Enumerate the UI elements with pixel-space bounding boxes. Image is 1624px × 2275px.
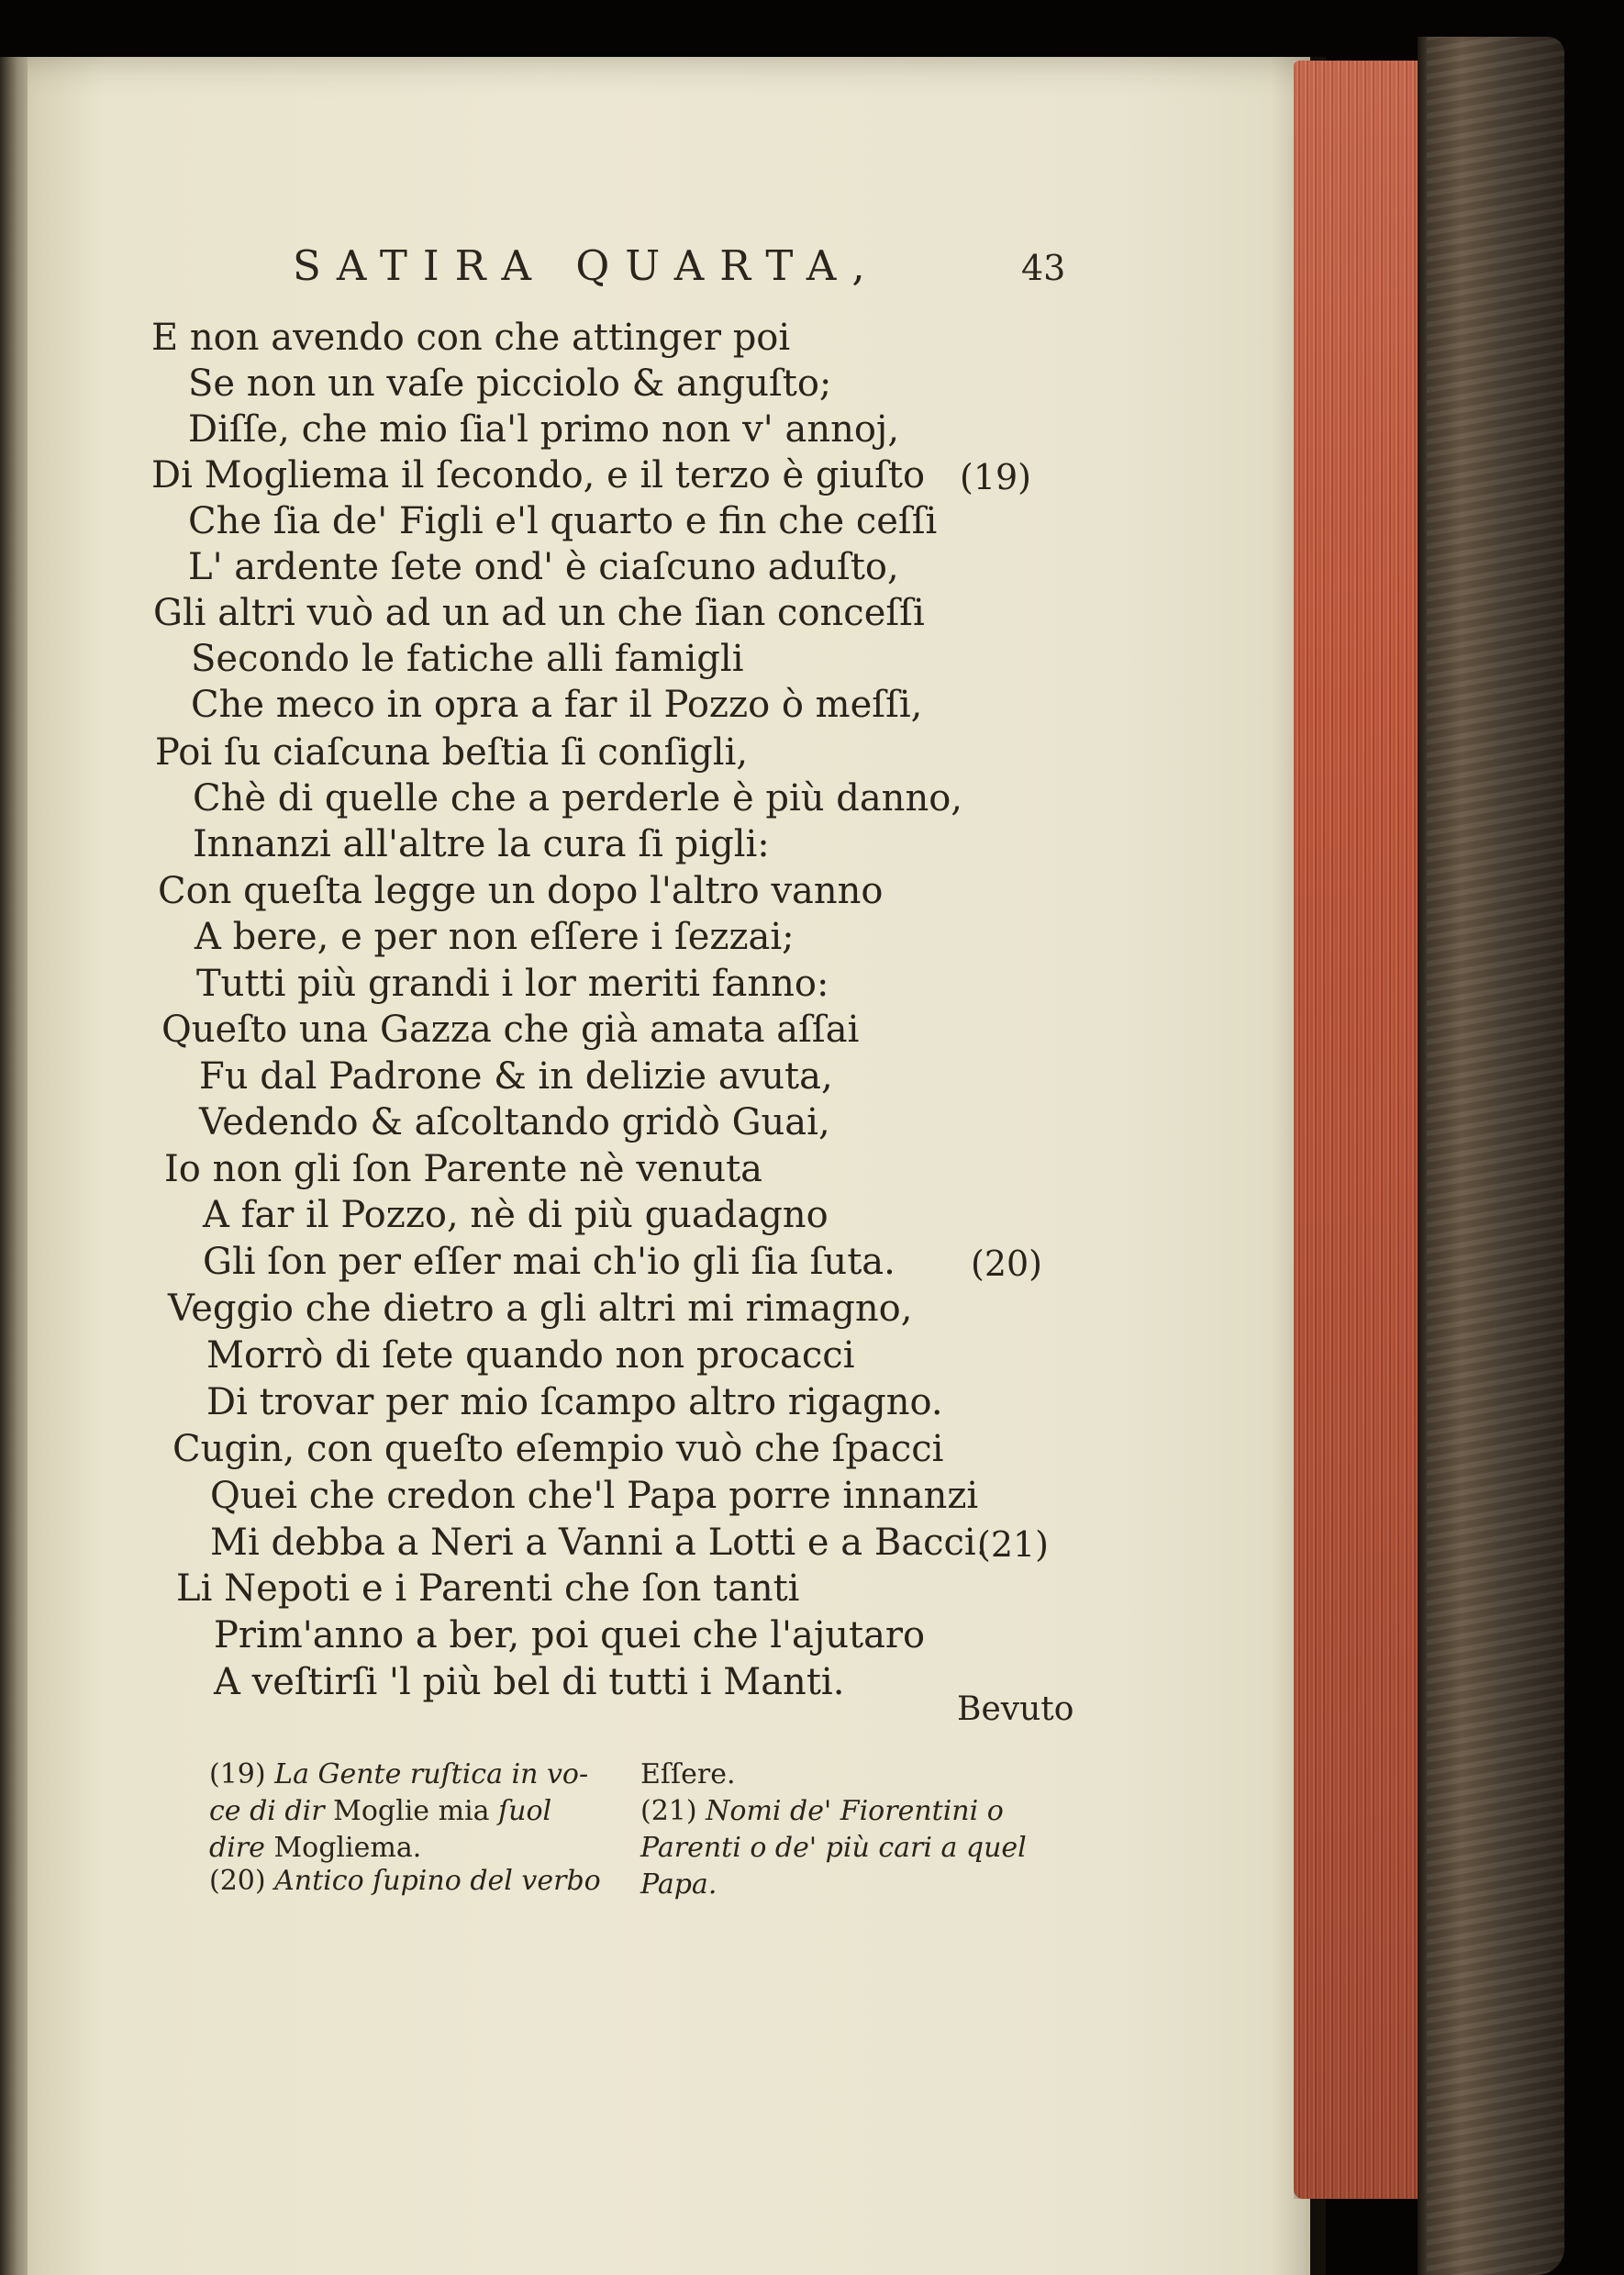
verse-line-14: A bere, e per non eſſere i ſezzai; bbox=[195, 916, 795, 958]
verse-line-13: Con queſta legge un dopo l'altro vanno bbox=[158, 870, 884, 912]
red-page-edges bbox=[1294, 61, 1418, 2199]
verse-line-10: Poi ſu ciaſcuna beſtia ſi conſigli, bbox=[155, 731, 749, 774]
verse-line-18: Vedendo & aſcoltando gridò Guai, bbox=[199, 1101, 830, 1143]
note-marker-19: (19) bbox=[960, 457, 1032, 497]
footnote-19-italic: La Gente ruſtica in vo-ce di dir bbox=[209, 1758, 589, 1827]
left-page-edge bbox=[0, 57, 31, 2275]
verse-line-27: Mi debba a Neri a Vanni a Lotti e a Bacci. bbox=[210, 1522, 988, 1564]
verse-line-21: Gli ſon per eſſer mai ch'io gli ſia ſuta. bbox=[203, 1241, 895, 1283]
verse-line-30: A veſtirſi 'l più bel di tutti i Manti. bbox=[214, 1661, 845, 1703]
footnote-20 bbox=[209, 1863, 613, 1900]
verse-line-15: Tutti più grandi i lor meriti fanno: bbox=[196, 963, 829, 1005]
running-head: SATIRA QUARTA, bbox=[293, 241, 881, 290]
verse-line-29: Prim'anno a ber, poi quei che l'ajutaro bbox=[214, 1614, 926, 1656]
marbled-cover-board bbox=[1418, 37, 1564, 2275]
verse-line-1: E non avendo con che attinger poi bbox=[151, 317, 791, 359]
verse-line-17: Fu dal Padrone & in delizie avuta, bbox=[199, 1055, 833, 1098]
footnote-19-text: Moglie mia bbox=[333, 1795, 490, 1827]
catchword: Bevuto bbox=[957, 1690, 1074, 1728]
verse-line-26: Quei che credon che'l Papa porre innanzi bbox=[210, 1475, 979, 1517]
footnote-21-italic: Nomi de' Fiorentini o Parenti o de' più cari a quel Papa. bbox=[640, 1795, 1027, 1901]
footnote-21-number: (21) bbox=[640, 1795, 697, 1827]
verse-line-2: Se non un vaſe picciolo & anguſto; bbox=[188, 362, 832, 405]
verse-line-24: Di trovar per mio ſcampo altro rigagno. bbox=[206, 1381, 943, 1423]
footnote-20-number: (20) bbox=[209, 1865, 266, 1897]
verse-line-22: Veggio che dietro a gli altri mi rimagno, bbox=[168, 1288, 913, 1330]
page-number: 43 bbox=[1021, 248, 1066, 288]
verse-line-20: A far il Pozzo, nè di più guadagno bbox=[203, 1194, 829, 1236]
verse-line-25: Cugin, con queſto eſempio vuò che ſpacci bbox=[172, 1428, 944, 1470]
footnote-19-end: Mogliema. bbox=[273, 1832, 422, 1864]
footnote-20-italic: Antico ſupino del verbo bbox=[274, 1865, 601, 1897]
verse-line-4: Di Mogliema il ſecondo, e il terzo è giuſto bbox=[151, 454, 926, 496]
note-marker-21: (21) bbox=[977, 1524, 1050, 1565]
verse-line-12: Innanzi all'altre la cura ſi pigli: bbox=[193, 823, 770, 865]
verse-line-8: Secondo le fatiche alli famigli bbox=[191, 638, 744, 680]
footnote-21 bbox=[640, 1793, 1081, 1903]
verse-line-9: Che meco in opra a far il Pozzo ò meſſi, bbox=[191, 684, 923, 726]
verse-line-5: Che ſia de' Figli e'l quarto e fin che ceſſi bbox=[188, 500, 938, 542]
verse-line-23: Morrò di ſete quando non procacci bbox=[206, 1334, 855, 1377]
verse-line-6: L' ardente ſete ond' è ciaſcuno aduſto, bbox=[188, 546, 899, 588]
verse-line-16: Queſto una Gazza che già amata aſſai bbox=[161, 1009, 860, 1051]
verse-line-11: Chè di quelle che a perderle è più danno, bbox=[193, 777, 963, 820]
verse-line-28: Li Nepoti e i Parenti che ſon tanti bbox=[176, 1567, 800, 1610]
verse-line-7: Gli altri vuò ad un ad un che ſian conceſſi bbox=[153, 592, 925, 634]
note-marker-20: (20) bbox=[971, 1243, 1043, 1284]
footnote-19-number: (19) bbox=[209, 1758, 266, 1790]
verse-line-3: Diſſe, che mio ſia'l primo non v' annoj, bbox=[188, 408, 900, 451]
footnote-20-end: Eſſere. bbox=[640, 1758, 736, 1790]
footnote-19-italic-2: ſuol dire bbox=[209, 1795, 552, 1864]
footnote-continuation bbox=[640, 1756, 1081, 1793]
footnote-19 bbox=[209, 1756, 613, 1867]
verse-line-19: Io non gli ſon Parente nè venuta bbox=[164, 1148, 763, 1190]
